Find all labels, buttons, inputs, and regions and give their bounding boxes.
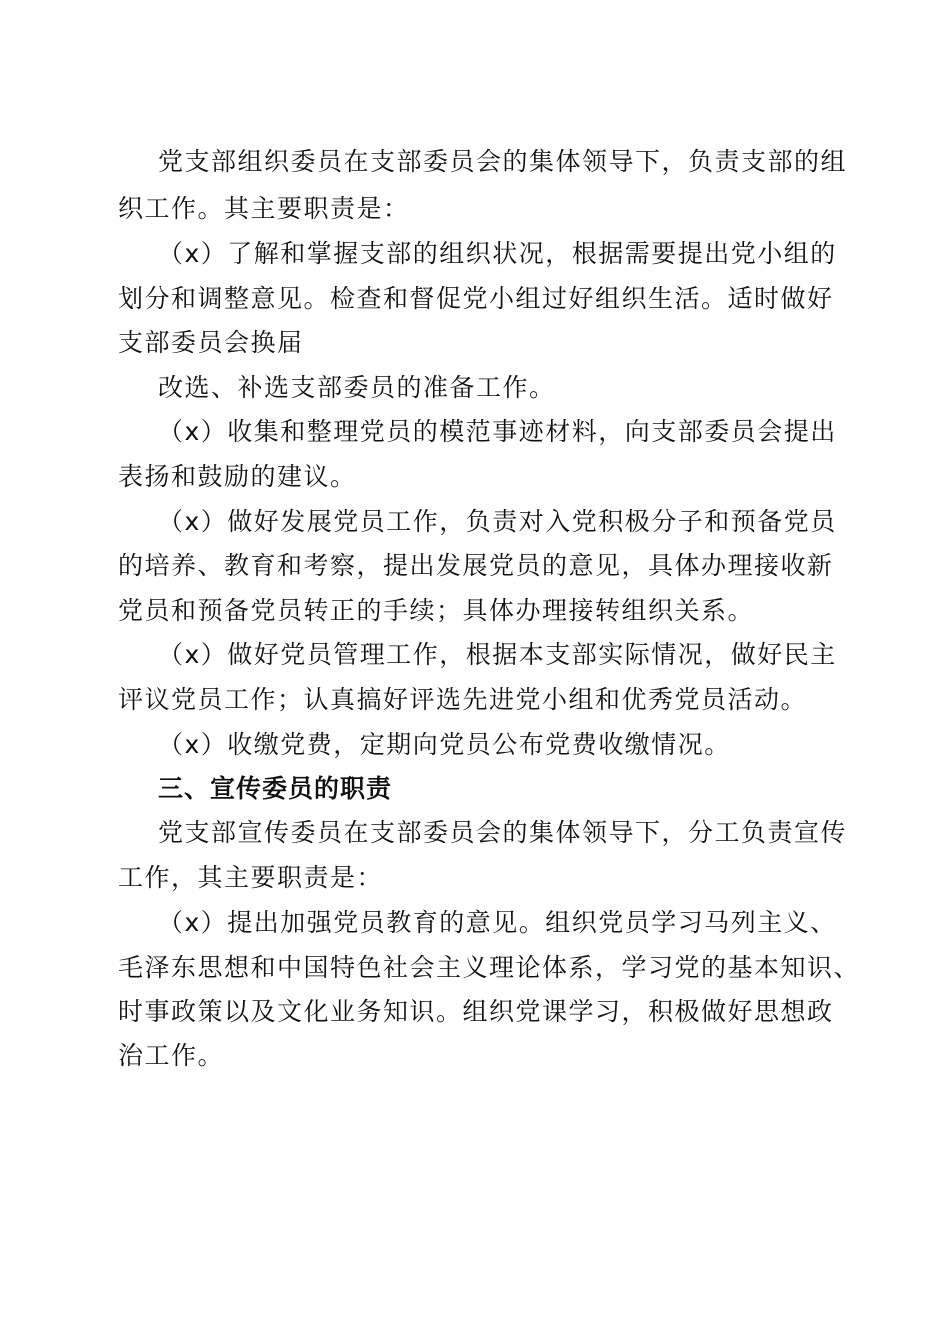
paragraph-line: 的培养、教育和考察，提出发展党员的意见，具体办理接收新	[118, 551, 834, 580]
paragraph-line: 党支部宣传委员在支部委员会的集体领导下，分工负责宣传	[158, 818, 848, 847]
paragraph-line: 时事政策以及文化业务知识。组织党课学习，积极做好思想政	[118, 997, 834, 1026]
paragraph-line: 治工作。	[118, 1041, 225, 1070]
paragraph-line: （x）提出加强党员教育的意见。组织党员学习马列主义、	[158, 908, 837, 937]
paragraph-line: 织工作。其主要职责是：	[118, 194, 410, 223]
paragraph-line: （x）做好发展党员工作，负责对入党积极分子和预备党员	[158, 507, 837, 536]
paragraph-line: 评议党员工作；认真搞好评选先进党小组和优秀党员活动。	[118, 685, 808, 714]
paragraph-line: 划分和调整意见。检查和督促党小组过好组织生活。适时做好	[118, 284, 834, 313]
section-heading: 三、宣传委员的职责	[158, 774, 393, 803]
paragraph-line: （x）收缴党费，定期向党员公布党费收缴情况。	[158, 730, 731, 759]
paragraph-line: （x）了解和掌握支部的组织状况，根据需要提出党小组的	[158, 239, 837, 268]
paragraph-line: 毛泽东思想和中国特色社会主义理论体系，学习党的基本知识、	[118, 953, 861, 982]
paragraph-line: 支部委员会换届	[118, 328, 304, 357]
paragraph-line: 表扬和鼓励的建议。	[118, 462, 357, 491]
paragraph-line: 党支部组织委员在支部委员会的集体领导下，负责支部的组	[158, 147, 848, 176]
paragraph-line: （x）收集和整理党员的模范事迹材料，向支部委员会提出	[158, 417, 837, 446]
paragraph-line: 党员和预备党员转正的手续；具体办理接转组织关系。	[118, 596, 755, 625]
paragraph-line: 工作，其主要职责是：	[118, 863, 384, 892]
paragraph-line: （x）做好党员管理工作，根据本支部实际情况，做好民主	[158, 640, 837, 669]
paragraph-line: 改选、补选支部委员的准备工作。	[158, 373, 556, 402]
